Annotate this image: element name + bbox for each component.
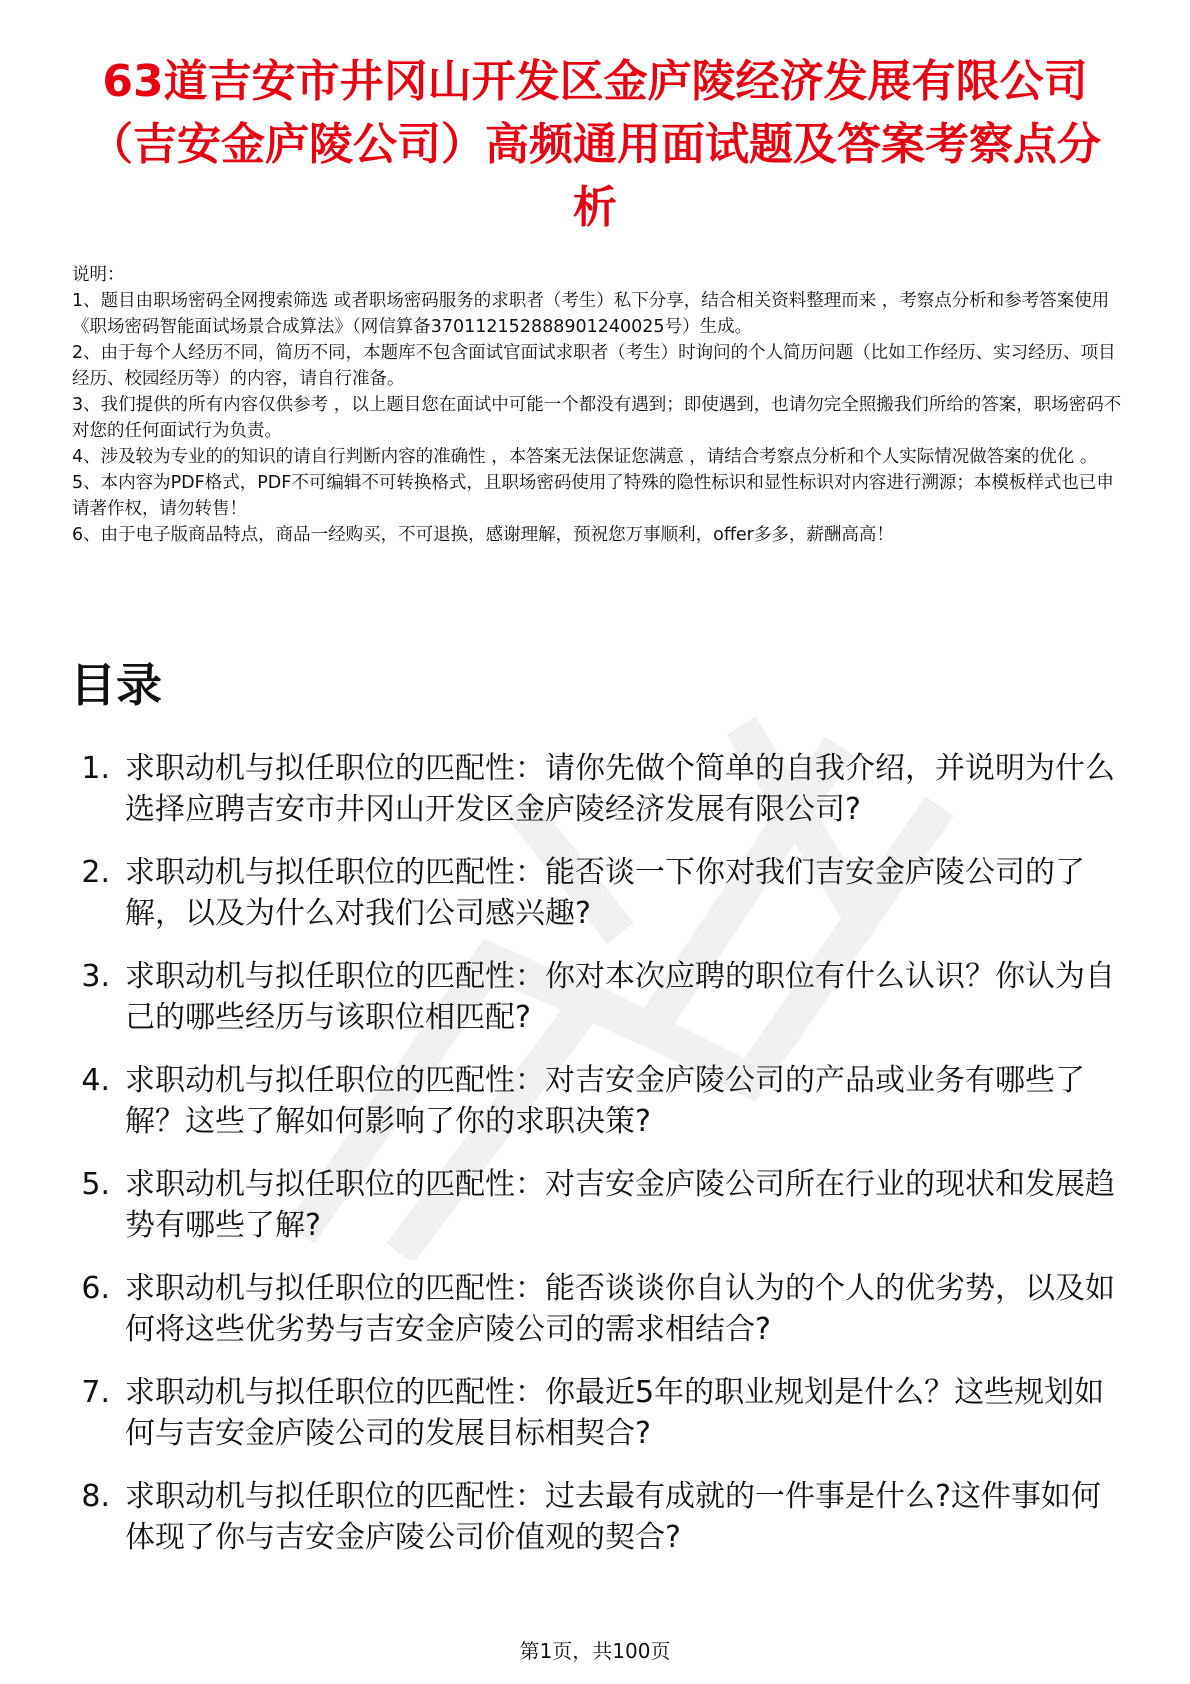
toc-item[interactable]: [70, 1268, 1130, 1350]
toc-item[interactable]: [70, 1060, 1130, 1142]
notes-section: [72, 262, 1122, 548]
notes-line: 3、我们提供的所有内容仅供参考 ，以上题目您在面试中可能一个都没有遇到；即使遇到，也请勿完全照搬我们所给的答案，职场密码不对您的任何面试行为负责。: [72, 395, 1122, 441]
notes-line: 6、由于电子版商品特点，商品一经购买，不可退换，感谢理解，预祝您万事顺利，offer多多，薪酬高高！: [72, 525, 894, 545]
notes-line: 5、本内容为PDF格式，PDF不可编辑不可转换格式，且职场密码使用了特殊的隐性标识和显性标识对内容进行溯源；本模板样式也已申请著作权，请勿转售！: [72, 473, 1114, 519]
toc-heading: 目录: [70, 658, 162, 712]
toc-item-text: 求职动机与拟任职位的匹配性：能否谈一下你对我们吉安金庐陵公司的了解，以及为什么对我们公司感兴趣?: [125, 855, 1085, 931]
toc-item-text: 求职动机与拟任职位的匹配性：对吉安金庐陵公司的产品或业务有哪些了解？这些了解如何影响了你的求职决策?: [125, 1063, 1085, 1139]
notes-line: 4、涉及较为专业的的知识的请自行判断内容的准确性 ，本答案无法保证您满意 ，请结合考察点分析和个人实际情况做答案的优化 。: [72, 447, 1098, 467]
page-footer: 第1页，共100页: [519, 1639, 671, 1663]
toc-item[interactable]: [70, 1372, 1130, 1454]
notes-line: 1、题目由职场密码全网搜索筛选 或者职场密码服务的求职者（考生）私下分享，结合相关资料整理而来 ，考察点分析和参考答案使用《职场密码智能面试场景合成算法》（网信算备370112152888901240025号）生成。: [72, 291, 1110, 337]
document-title: 63道吉安市井冈山开发区金庐陵经济发展有限公司（吉安金庐陵公司）高频通用面试题及答案考察点分析: [89, 56, 1101, 233]
toc-item-text: 求职动机与拟任职位的匹配性：能否谈谈你自认为的个人的优劣势，以及如何将这些优劣势与吉安金庐陵公司的需求相结合?: [125, 1271, 1115, 1347]
notes-line: 2、由于每个人经历不同，简历不同，本题库不包含面试官面试求职者（考生）时询问的个人简历问题（比如工作经历、实习经历、项目经历、校园经历等）的内容，请自行准备。: [72, 343, 1116, 389]
toc-item-number: 8.: [81, 1479, 110, 1514]
toc-list: [70, 748, 1130, 1580]
toc-item-number: 2.: [81, 855, 110, 890]
toc-item[interactable]: [70, 1164, 1130, 1246]
toc-item[interactable]: [70, 1476, 1130, 1558]
toc-item[interactable]: [70, 956, 1130, 1038]
toc-item-text: 求职动机与拟任职位的匹配性：请你先做个简单的自我介绍，并说明为什么选择应聘吉安市井冈山开发区金庐陵经济发展有限公司?: [125, 751, 1115, 827]
notes-line: 说明：: [72, 265, 125, 285]
toc-item-number: 7.: [81, 1375, 110, 1410]
toc-item-number: 3.: [81, 959, 110, 994]
toc-item-number: 4.: [81, 1063, 110, 1098]
toc-item-number: 1.: [81, 751, 110, 786]
toc-item-text: 求职动机与拟任职位的匹配性：过去最有成就的一件事是什么?这件事如何体现了你与吉安金庐陵公司价值观的契合?: [125, 1479, 1101, 1555]
toc-item[interactable]: [70, 748, 1130, 830]
toc-item-text: 求职动机与拟任职位的匹配性：你最近5年的职业规划是什么？这些规划如何与吉安金庐陵公司的发展目标相契合?: [125, 1375, 1105, 1451]
toc-item-text: 求职动机与拟任职位的匹配性：对吉安金庐陵公司所在行业的现状和发展趋势有哪些了解?: [125, 1167, 1115, 1243]
toc-item-number: 6.: [81, 1271, 110, 1306]
toc-item[interactable]: [70, 852, 1130, 934]
toc-item-number: 5.: [81, 1167, 110, 1202]
toc-item-text: 求职动机与拟任职位的匹配性：你对本次应聘的职位有什么认识？你认为自己的哪些经历与该职位相匹配?: [125, 959, 1115, 1035]
